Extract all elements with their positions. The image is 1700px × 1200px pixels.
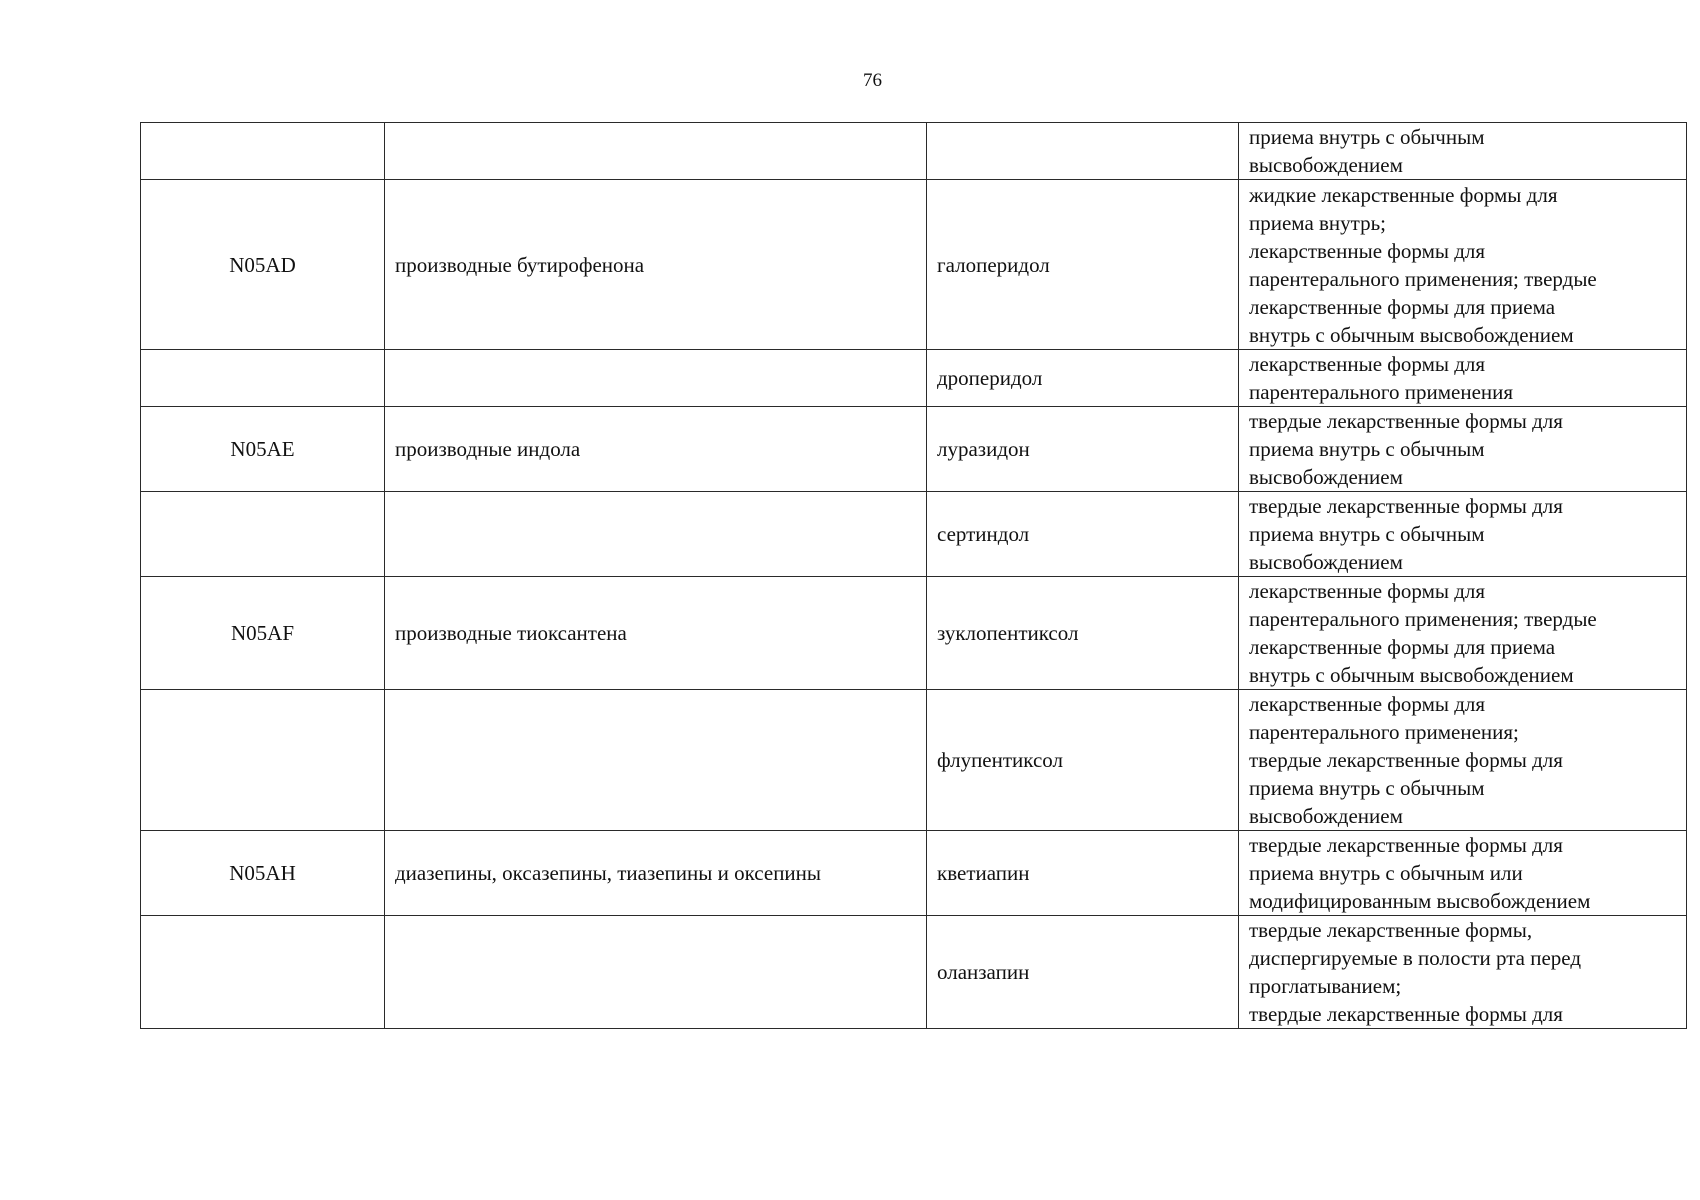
dosage-form-line: твердые лекарственные формы для [1249,1002,1563,1026]
atc-code-cell [141,350,385,407]
atc-code-cell: N05AF [141,577,385,690]
dosage-form-line: внутрь с обычным высвобождением [1249,663,1574,687]
dosage-form-line: лекарственные формы для приема [1249,635,1556,659]
drug-name-cell: луразидон [927,407,1239,492]
drug-name-cell: флупентиксол [927,690,1239,831]
dosage-form-line: диспергируемые в полости рта перед [1249,946,1582,970]
table-row [141,350,1687,407]
drug-name-cell [927,123,1239,180]
dosage-form-line: проглатыванием; [1249,974,1402,998]
dosage-form-line: парентерального применения; твердые [1249,607,1597,631]
dosage-form-line: высвобождением [1249,465,1403,489]
drug-name-cell: зуклопентиксол [927,577,1239,690]
dosage-form-line: лекарственные формы для [1249,692,1486,716]
group-name-cell: диазепины, оксазепины, тиазепины и оксепины [385,831,927,916]
dosage-form-line: твердые лекарственные формы для [1249,748,1563,772]
dosage-form-line: приема внутрь; [1249,210,1387,235]
table-row [141,831,1687,916]
atc-code-cell [141,690,385,831]
group-name-cell: производные тиоксантена [385,577,927,690]
table-row [141,916,1687,1029]
group-name-cell [385,350,927,407]
atc-code-cell: N05AD [141,180,385,350]
table-row [141,492,1687,577]
atc-code-cell: N05AH [141,831,385,916]
drug-name-cell: оланзапин [927,916,1239,1029]
group-name-cell [385,123,927,180]
dosage-form-line: твердые лекарственные формы для [1249,833,1563,857]
drug-name-cell: кветиапин [927,831,1239,916]
atc-code-cell: N05AE [141,407,385,492]
drug-table [140,122,1687,1029]
table-row [141,407,1687,492]
dosage-form-line: твердые лекарственные формы для [1249,409,1563,433]
dosage-form-line: внутрь с обычным высвобождением [1249,322,1574,347]
group-name-cell [385,916,927,1029]
group-name-cell [385,492,927,577]
group-name-cell: производные бутирофенона [385,180,927,350]
table-row [141,123,1687,180]
group-name-cell [385,690,927,831]
dosage-form-line: лекарственные формы для [1249,579,1486,603]
dosage-form-cell [1239,123,1687,180]
atc-code-cell [141,492,385,577]
dosage-form-line: высвобождением [1249,550,1403,574]
dosage-form-cell [1239,831,1687,916]
dosage-form-cell [1239,577,1687,690]
dosage-form-line: высвобождением [1249,804,1403,828]
dosage-form-line: твердые лекарственные формы для [1249,494,1563,518]
group-name-cell: производные индола [385,407,927,492]
dosage-form-line: приема внутрь с обычным или [1249,861,1523,885]
dosage-form-cell [1239,180,1687,350]
atc-code-cell [141,916,385,1029]
dosage-form-line: приема внутрь с обычным [1249,125,1485,149]
dosage-form-line: приема внутрь с обычным [1249,776,1485,800]
dosage-form-line: модифицированным высвобождением [1249,889,1591,913]
drug-name-cell: галоперидол [927,180,1239,350]
dosage-form-cell [1239,350,1687,407]
dosage-form-line: жидкие лекарственные формы для [1249,182,1558,207]
dosage-form-line: парентерального применения; твердые [1249,266,1597,291]
table-row [141,577,1687,690]
dosage-form-line: твердые лекарственные формы, [1249,918,1533,942]
table-row [141,690,1687,831]
dosage-form-cell [1239,916,1687,1029]
dosage-form-line: лекарственные формы для [1249,352,1486,376]
dosage-form-line: приема внутрь с обычным [1249,437,1485,461]
dosage-form-cell [1239,492,1687,577]
drug-name-cell: сертиндол [927,492,1239,577]
dosage-form-line: приема внутрь с обычным [1249,522,1485,546]
dosage-form-cell [1239,690,1687,831]
dosage-form-cell [1239,407,1687,492]
table-row [141,180,1687,350]
page-number: 76 [863,70,882,91]
dosage-form-line: лекарственные формы для [1249,238,1486,263]
dosage-form-line: парентерального применения; [1249,720,1519,744]
atc-code-cell [141,123,385,180]
dosage-form-line: лекарственные формы для приема [1249,294,1556,319]
dosage-form-line: высвобождением [1249,153,1403,177]
drug-name-cell: дроперидол [927,350,1239,407]
dosage-form-line: парентерального применения [1249,380,1514,404]
